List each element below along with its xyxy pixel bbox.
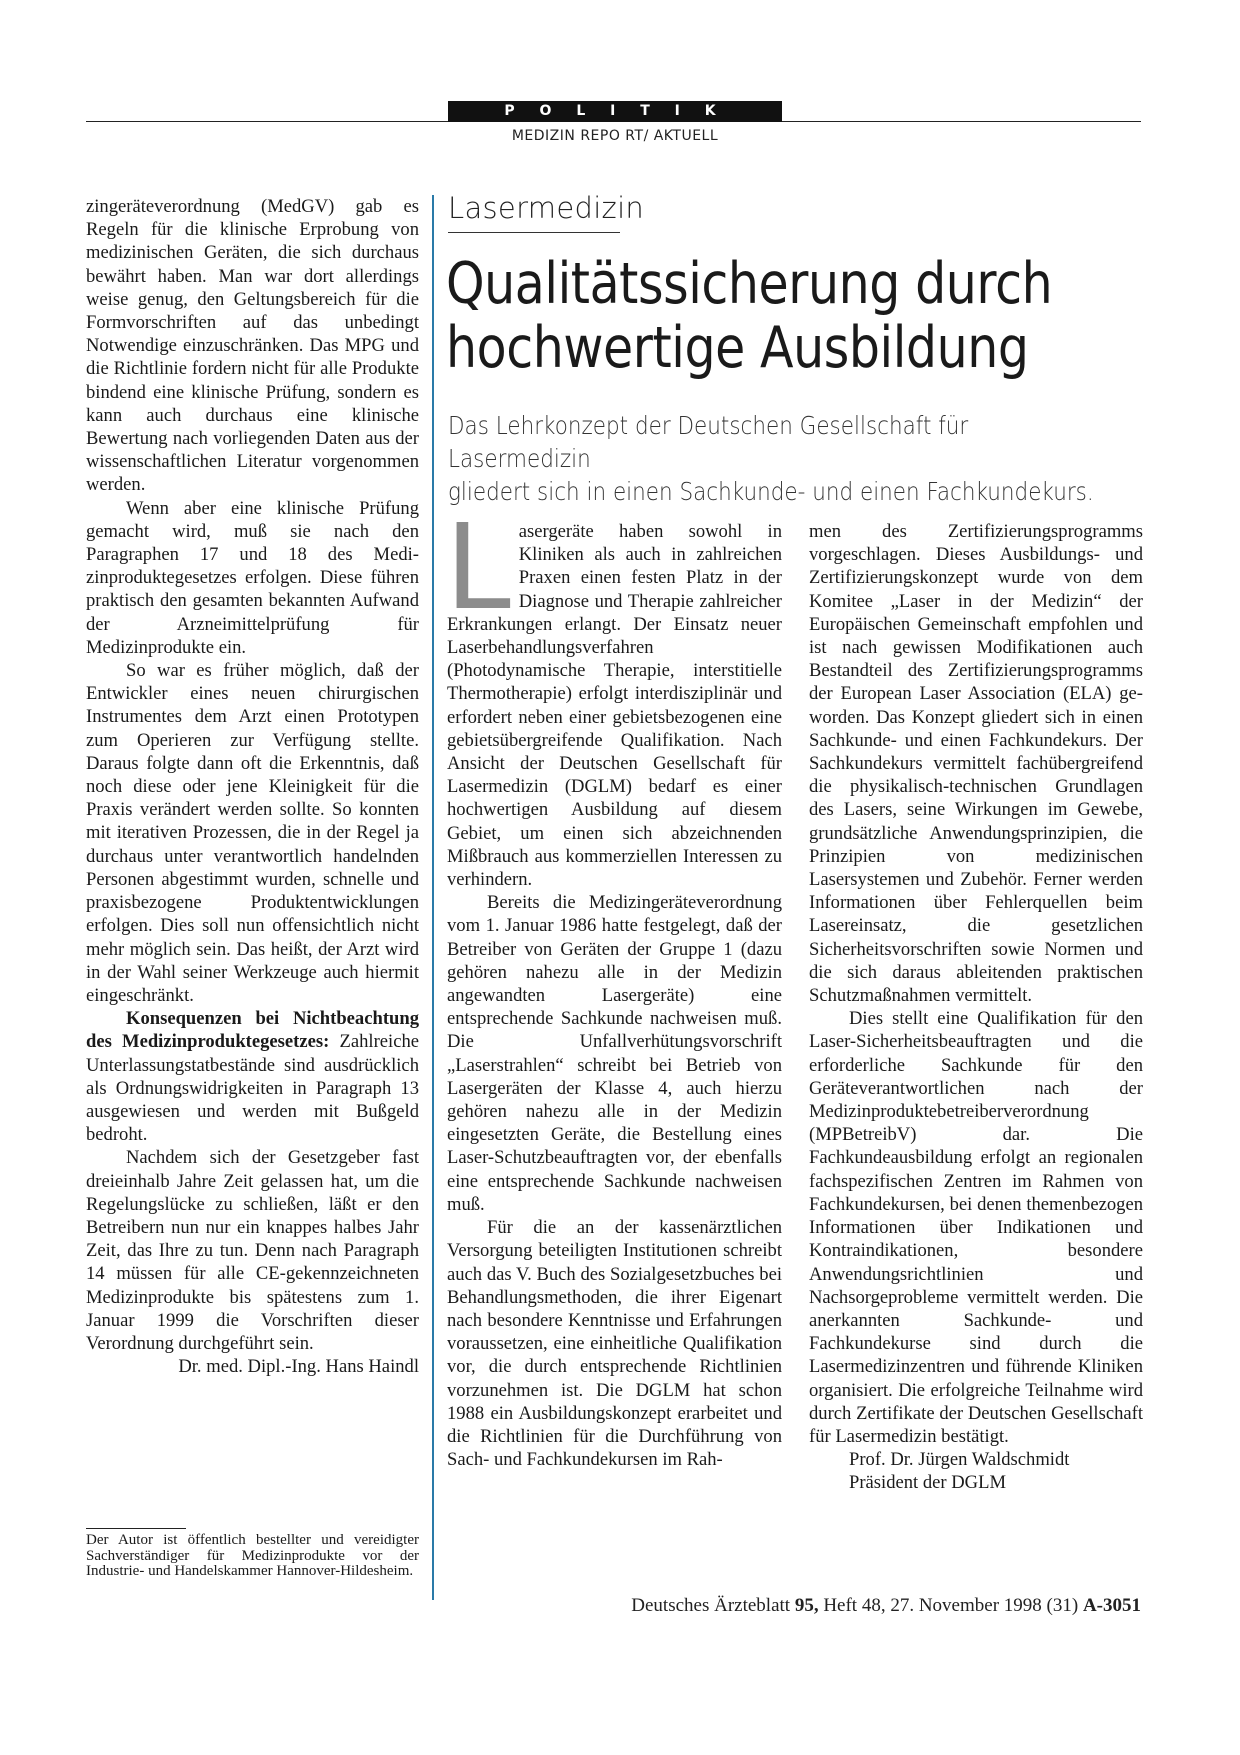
paragraph: [445, 498, 782, 891]
author-title: Präsident der DGLM: [849, 1472, 1006, 1494]
journal-name: Deutsches Ärzteblatt: [631, 1595, 795, 1616]
footnote-rule: [86, 1528, 186, 1529]
paragraph: Bereits die Medizingeräteverordnung vom 1. Januar 1986 hatte festgelegt, daß der Betreiber von Geräten der Gruppe 1 (dazu gehören nahezu alle in der Medizin angewandten Lasergeräte) eine entsprechende Sachkunde nachweisen muß. Die Unfallverhütungsvorschrift „Laserstrahlen“ schreibt bei Betrieb von Lasergeräten der Klasse 4, auch hierzu gehören nahezu alle in der Medizin eingesetzten Geräte, die Bestellung eines Laser-Schutzbeauftragten vor, der ebenfalls eine entsprechende Sachkunde nachweisen muß.: [447, 892, 782, 1215]
page-footer: [470, 1595, 1141, 1617]
author-signature: Prof. Dr. Jürgen Waldschmidt: [849, 1449, 1070, 1471]
middle-column: [445, 498, 782, 1471]
paragraph: Nachdem sich der Gesetzgeber fast dreieinhalb Jahre Zeit gelassen hat, um die Regelungslücke zu schließen, läßt er den Betreibern nun nur ein knappes halbes Jahr Zeit, das Ihre zu tun. Denn nach Paragraph 14 müssen für alle CE-gekennzeichneten Medizinprodukte bis spätestens zum 1. Januar 1999 die Vorschriften dieser Verordnung durchgeführt sein.: [86, 1147, 419, 1354]
subsection-label: MEDIZIN REPO RT/ AKTUELL: [511, 128, 719, 144]
article-headline: [446, 251, 1053, 381]
paragraph: zingeräteverordnung (MedGV) gab es Regeln für die klinische Erprobung von medizinischen Geräten, die sich durchaus bewährt haben. Man war dort allerdings weise genug, den Geltungsbereich für die Formvorschriften auf das unbedingt Notwendige einzuschränken. Das MPG und die Richtlinie fordern nicht für alle Produkte bindend eine klinische Prüfung, sondern es kann auch durchaus eine klinische Bewertung nach vorliegenden Daten aus der wissenschaftlichen Literatur vorgenommen werden.: [86, 196, 419, 496]
headline-line: Qualitätssicherung durch: [446, 251, 1053, 317]
journal-volume: 95,: [794, 1595, 819, 1616]
paragraph-text: asergeräte haben sowohl in Kliniken als auch in zahlreichen Praxen einen festen Platz in der Diagnose und Therapie zahlreicher Erkrankungen erlangt. Der Einsatz neuer Laserbehandlungsverfahren (Photodynamische Therapie, interstitielle Thermotherapie) erfolgt interdisziplinär und erfordert neben einer gebietsbezogenen eine gebietsübergreifende Qualifikation. Nach Ansicht der Deutschen Gesellschaft für Lasermedizin (DGLM) bedarf es einer hochwertigen Ausbildung auf diesem Gebiet, um einen sich abzeichnenden Mißbrauch aus kommerziellen Interessen zu verhindern.: [447, 521, 782, 891]
author-footnote: Der Autor ist öffentlich bestellter und vereidigter Sachverständiger für Medizinprodukte vor der Industrie- und Handelskammer Hannover-Hildesheim.: [86, 1532, 419, 1579]
column-divider: [432, 195, 434, 1600]
paragraph: men des Zertifizierungsprogramms vorgeschlagen. Dieses Ausbildungs- und Zertifizierungskonzept wurde von dem Komitee „Laser in der Medizin“ der Europäischen Gemeinschaft empfohlen und ist nach gewissen Modifikationen auch Bestandteil des Zertifizierungsprogramms der European Laser Association (ELA) geworden. Das Konzept gliedert sich in einen Sachkunde- und einen Fachkundekurs. Der Sachkundekurs vermittelt fachübergreifend die physikalisch-technischen Grundlagen des Lasers, seine Wirkungen im Gewebe, grundsätzliche Anwendungsprinzipien, die Prinzipien von medizinischen Lasersystemen und Zubehör. Ferner werden Informationen über Fehlerquellen beim Lasereinsatz, die gesetzlichen Sicherheitsvorschriften sowie Normen und die sich daraus ableitenden praktischen Schutzmaßnahmen vermittelt.: [809, 521, 1143, 1007]
standfirst-line: gliedert sich in einen Sachkunde- und einen Fachkundekurs.: [448, 477, 1094, 506]
right-column: [809, 520, 1143, 1495]
paragraph: Wenn aber eine klinische Prüfung gemacht wird, muß sie nach den Paragraphen 17 und 18 des Medizinproduktegesetzes erfolgen. Diese führen praktisch den gesamten bekannten Aufwand der Arzneimittelprüfung für Medizinprodukte ein.: [86, 497, 419, 658]
paragraph-text: Zahlreiche Unterlassungstatbestände sind ausdrücklich als Ordnungswidrigkeiten in Paragraph 13 ausgewiesen und werden mit Bußgeld bedroht.: [86, 1031, 419, 1146]
paragraph: Dies stellt eine Qualifikation für den Laser-Sicherheitsbeauftragten und die erforderliche Sachkunde für den Geräteverantwortlichen nach der Medizinproduktebetreiberverordnung (MPBetreibV) dar. Die Fachkundeausbildung erfolgt an regionalen fachspezifischen Zentren im Rahmen von Fachkundekursen, bei denen themenbezogen Informationen über Indikationen und Kontraindikationen, besondere Anwendungsrichtlinien und Nachsorgeprobleme vermittelt werden. Die anerkannten Sachkunde- und Fachkundekurse sind durch die Lasermedizinzentren und führende Kliniken organisiert. Die erfolgreiche Teilnahme wird durch Zertifikate der Deutschen Gesellschaft für Lasermedizin bestätigt.: [809, 1008, 1143, 1447]
paragraph: Für die an der kassenärztlichen Versorgung beteiligten Institutionen schreibt auch das V. Buch des Sozialgesetzbuches bei Behandlungsmethoden, die ihrer Eigenart nach besondere Kenntnisse und Erfahrungen voraussetzen, eine einheitliche Qualifikation vor, die durch entsprechende Richtlinien vorzunehmen ist. Die DGLM hat schon 1988 ein Ausbildungskonzept erarbeitet und die Richtlinien für die Durchführung von Sach- und Fachkundekursen im Rah-: [447, 1217, 782, 1471]
article-standfirst: [448, 409, 1102, 508]
standfirst-line: Das Lehrkonzept der Deutschen Gesellschaft für Lasermedizin: [448, 411, 969, 473]
left-column: [86, 195, 419, 1378]
subheading: Konsequenzen bei Nichtbeachtung des Medizinproduktegesetzes:: [86, 1008, 419, 1053]
paragraph: [86, 1007, 419, 1146]
author-signature: Dr. med. Dipl.-Ing. Hans Haindl: [178, 1356, 419, 1378]
kicker-rule: [448, 232, 620, 233]
section-label: P O L I T I K: [448, 101, 782, 122]
drop-cap: L: [445, 498, 511, 636]
headline-line: hochwertige Ausbildung: [446, 315, 1029, 381]
page-number: A-3051: [1082, 1595, 1141, 1616]
article-kicker: Lasermedizin: [448, 191, 645, 225]
paragraph: So war es früher möglich, daß der Entwickler eines neuen chirurgischen Instrumentes dem Arzt einen Prototypen zum Operieren zur Verfügung stellte. Daraus folgte dann oft die Erkenntnis, daß noch diese oder jene Kleinigkeit für die Praxis verändert werden sollte. So konnten mit iterativen Prozessen, die in der Regel ja durchaus unter verantwortlich handelnden Personen abgestimmt wurden, schnelle und praxisbezogene Produktentwicklungen erfolgen. Dies soll nun offensichtlich nicht mehr möglich sein. Das heißt, der Arzt wird in der Wahl seiner Werkzeuge auch hiermit eingeschränkt.: [86, 660, 419, 1006]
journal-issue: Heft 48, 27. November 1998 (31): [818, 1595, 1083, 1616]
